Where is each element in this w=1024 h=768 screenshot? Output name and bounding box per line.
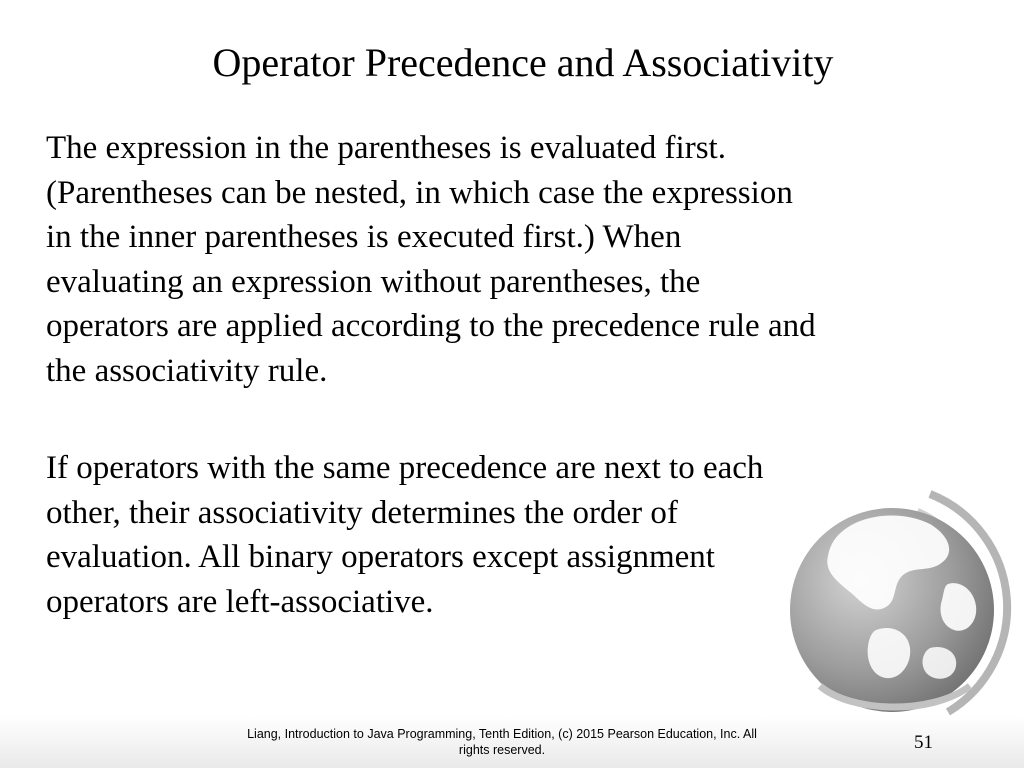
paragraph-line: other, their associativity determines the order of: [46, 494, 678, 531]
paragraph-line: If operators with the same precedence are next to each: [46, 450, 764, 486]
page-number: 51: [914, 732, 933, 753]
body-paragraph: [46, 446, 1006, 624]
paragraph-line: operators are applied according to the precedence rule and: [46, 308, 816, 344]
slide-title: Operator Precedence and Associativity: [212, 40, 834, 85]
paragraph-line: operators are left-associative.: [46, 583, 434, 620]
paragraph-line: in the inner parentheses is executed first.) When: [46, 219, 682, 255]
footer-copyright: [204, 726, 800, 758]
paragraph-line: evaluating an expression without parentheses, the: [46, 263, 701, 300]
footer-line: rights reserved.: [458, 743, 546, 757]
paragraph-line: (Parentheses can be nested, in which case the expression: [46, 174, 793, 211]
paragraph-line: the associativity rule.: [46, 352, 328, 389]
body-paragraph: [46, 126, 1006, 393]
paragraph-line: evaluation. All binary operators except assignment: [46, 539, 715, 575]
paragraph-line: The expression in the parentheses is evaluated first.: [46, 130, 726, 166]
footer-line: Liang, Introduction to Java Programming, Tenth Edition, (c) 2015 Pearson Education, Inc. All: [247, 727, 757, 741]
